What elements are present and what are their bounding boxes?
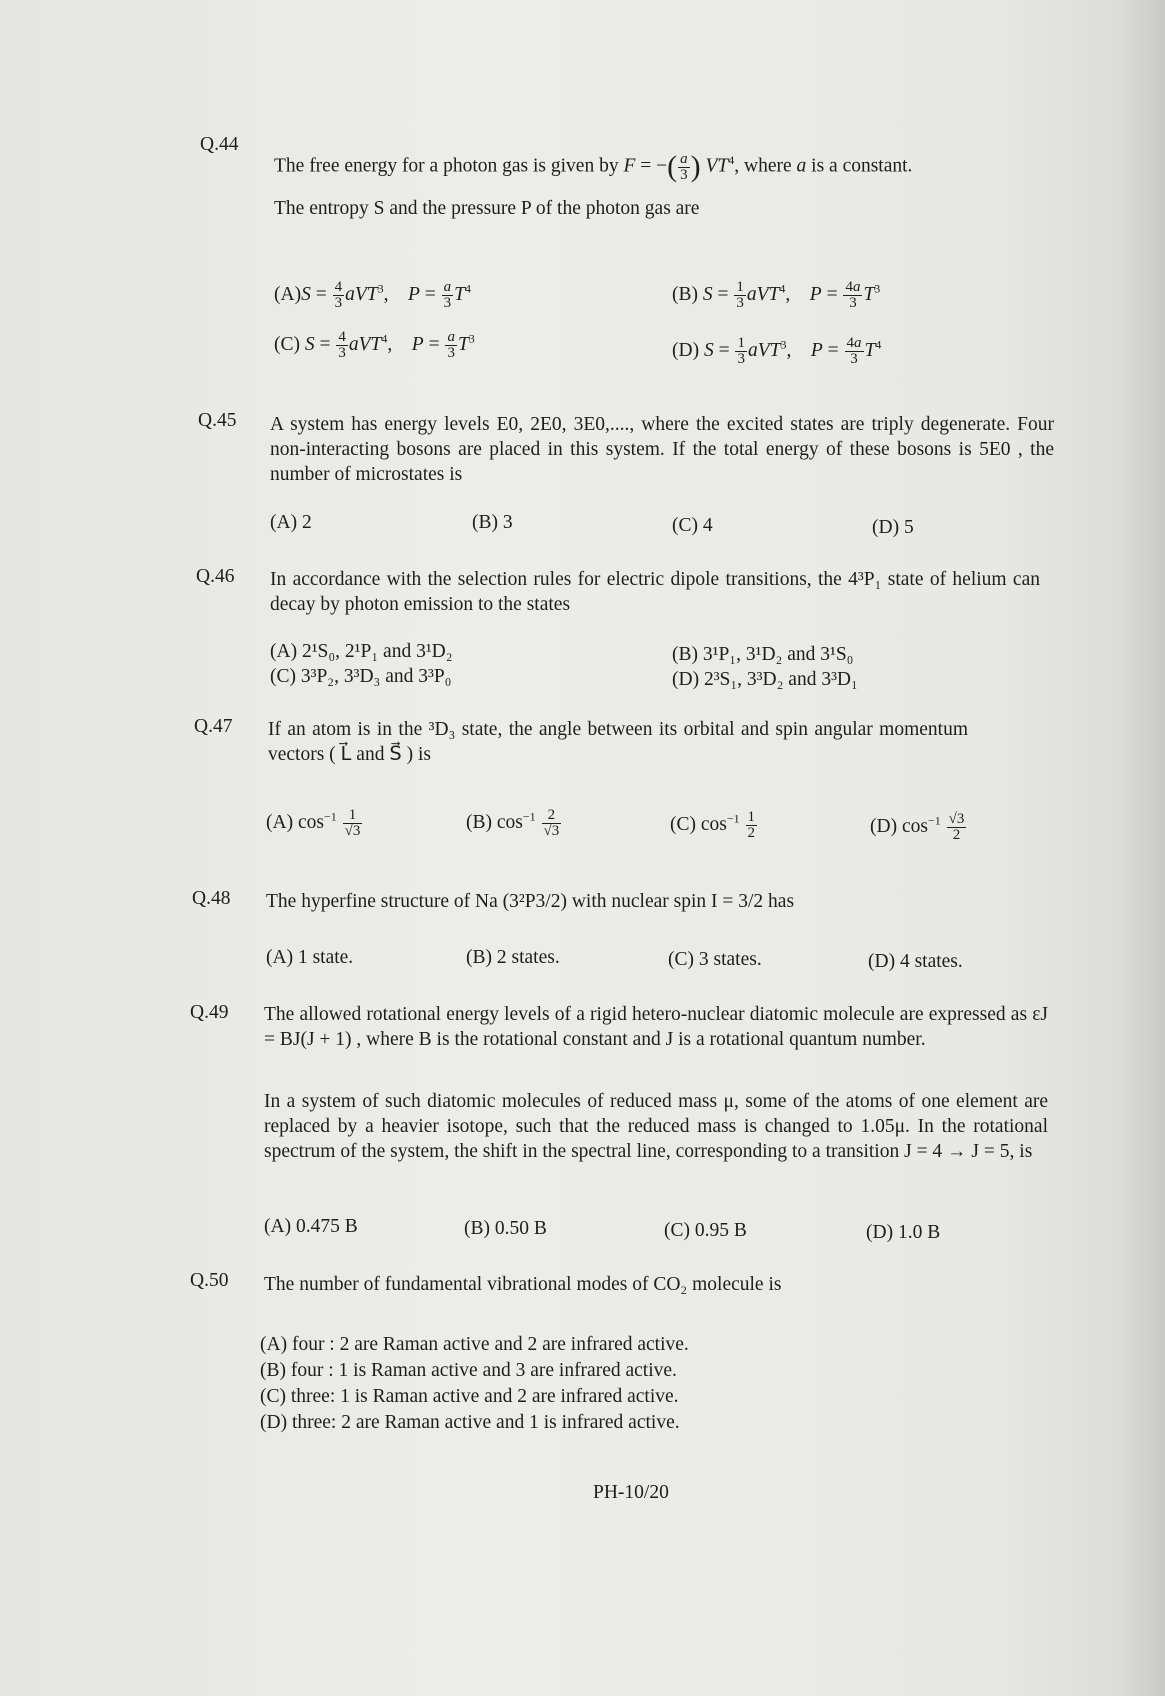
option-a[interactable]: (A) 2 bbox=[270, 512, 312, 533]
question-number: Q.49 bbox=[190, 1002, 229, 1023]
question-text-part: , where bbox=[734, 155, 792, 177]
question-text-part: a bbox=[796, 155, 807, 177]
question-number: Q.44 bbox=[200, 134, 239, 155]
option-d[interactable]: (D) S = $\frac{1}{3}$ aVT$^3$, P = $\frac{4a}{3}$ $T^4$ bbox=[672, 335, 882, 367]
option-d[interactable]: (D) 2³S₁, 3³D₂ and 3³D₁ bbox=[672, 669, 858, 690]
option-d[interactable]: (D) three: 2 are Raman active and 1 is infrared active. bbox=[260, 1412, 680, 1433]
question-text: In accordance with the selection rules for electric dipole transitions, the 4³P₁ state of helium can decay by photon emission to the states bbox=[270, 569, 1040, 615]
question-number: Q.48 bbox=[192, 888, 231, 909]
option-d[interactable]: (D) 4 states. bbox=[868, 951, 963, 972]
option-b[interactable]: (B) 2 states. bbox=[466, 947, 560, 968]
option-c[interactable]: (C) 0.95 B bbox=[664, 1220, 747, 1241]
option-label: (A) bbox=[274, 283, 302, 305]
question-text: A system has energy levels E0, 2E0, 3E0,...., where the excited states are triply degenerate. Four non-interacting bosons are placed in this system. If the total energy of these bosons is 5E0 , the number of microstates is bbox=[270, 414, 1054, 485]
option-c[interactable]: (C) three: 1 is Raman active and 2 are infrared active. bbox=[260, 1386, 679, 1407]
option-a[interactable]: (A) $\cos^{-1}$ $\frac{1}{√3}$ bbox=[266, 807, 361, 839]
option-b[interactable]: (B) 3¹P₁, 3¹D₂ and 3¹S₀ bbox=[672, 644, 854, 665]
question-text: In a system of such diatomic molecules of reduced mass μ, some of the atoms of one element are replaced by a heavier isotope, such that the reduced mass is changed to 1.05μ. In the rotational spectrum of the system, the shift in the spectral line, corresponding to a transition J = 4 → J = 5, is bbox=[264, 1091, 1048, 1162]
question-text: The free energy for a photon gas is given by F = −( $\frac{a}{3}$ ) $VT^4$, where a is a constant. bbox=[274, 150, 913, 184]
option-a[interactable]: (A) four : 2 are Raman active and 2 are infrared active. bbox=[260, 1334, 689, 1355]
option-c[interactable]: (C) 3 states. bbox=[668, 949, 762, 970]
question-number: Q.45 bbox=[198, 410, 237, 431]
question-text: The number of fundamental vibrational modes of CO₂ molecule is bbox=[264, 1274, 782, 1295]
option-d[interactable]: (D) 5 bbox=[872, 517, 914, 538]
option-label: (D) cos bbox=[870, 815, 928, 837]
option-b[interactable]: (B) 3 bbox=[472, 512, 513, 533]
question-number: Q.50 bbox=[190, 1270, 229, 1291]
option-d[interactable]: (D) $\cos^{-1}$ $\frac{√3}{2}$ bbox=[870, 811, 965, 843]
option-label: (B) bbox=[672, 283, 698, 305]
question-text-part: is a constant. bbox=[811, 155, 913, 177]
question-text: The allowed rotational energy levels of a rigid hetero-nuclear diatomic molecule are expressed as εJ = BJ(J + 1) , where B is the rotational constant and J is a rotational quantum number. bbox=[264, 1004, 1048, 1050]
option-label: (D) bbox=[672, 339, 700, 361]
option-label: (A) cos bbox=[266, 811, 324, 833]
option-label: (C) cos bbox=[670, 813, 727, 835]
question-text-part: The free energy for a photon gas is given by bbox=[274, 155, 619, 177]
option-c[interactable]: (C) 4 bbox=[672, 515, 713, 536]
option-d[interactable]: (D) 1.0 B bbox=[866, 1222, 941, 1243]
question-text: The hyperfine structure of Na (3²P3/2) with nuclear spin I = 3/2 has bbox=[266, 891, 795, 912]
option-c[interactable]: (C) 3³P₂, 3³D₃ and 3³P₀ bbox=[270, 666, 452, 687]
option-c[interactable]: (C) $\cos^{-1}$ $\frac{1}{2}$ bbox=[670, 809, 756, 841]
question-text: The entropy S and the pressure P of the photon gas are bbox=[274, 198, 700, 219]
option-a[interactable]: (A) 2¹S₀, 2¹P₁ and 3¹D₂ bbox=[270, 641, 453, 662]
option-b[interactable]: (B) 0.50 B bbox=[464, 1218, 547, 1239]
option-a[interactable]: (A)S = $\frac{4}{3}$ aVT$^3$, P = $\frac{a}{3}$ $T^4$ bbox=[274, 279, 471, 311]
option-b[interactable]: (B) $\cos^{-1}$ $\frac{2}{√3}$ bbox=[466, 807, 560, 839]
question-text: If an atom is in the ³D₃ state, the angle between its orbital and spin angular momentum vectors ( L⃗ and S⃗ ) is bbox=[268, 719, 968, 765]
option-b[interactable]: (B) four : 1 is Raman active and 3 are infrared active. bbox=[260, 1360, 677, 1381]
option-b[interactable]: (B) S = $\frac{1}{3}$ aVT$^4$, P = $\frac{4a}{3}$ $T^3$ bbox=[672, 279, 881, 311]
option-c[interactable]: (C) S = $\frac{4}{3}$ aVT$^4$, P = $\frac{a}{3}$ $T^3$ bbox=[274, 329, 475, 361]
option-a[interactable]: (A) 1 state. bbox=[266, 947, 354, 968]
question-number: Q.46 bbox=[196, 566, 235, 587]
option-a[interactable]: (A) 0.475 B bbox=[264, 1216, 358, 1237]
page-footer: PH-10/20 bbox=[593, 1482, 669, 1503]
option-label: (B) cos bbox=[466, 811, 523, 833]
option-label: (C) bbox=[274, 333, 300, 355]
question-number: Q.47 bbox=[194, 716, 233, 737]
